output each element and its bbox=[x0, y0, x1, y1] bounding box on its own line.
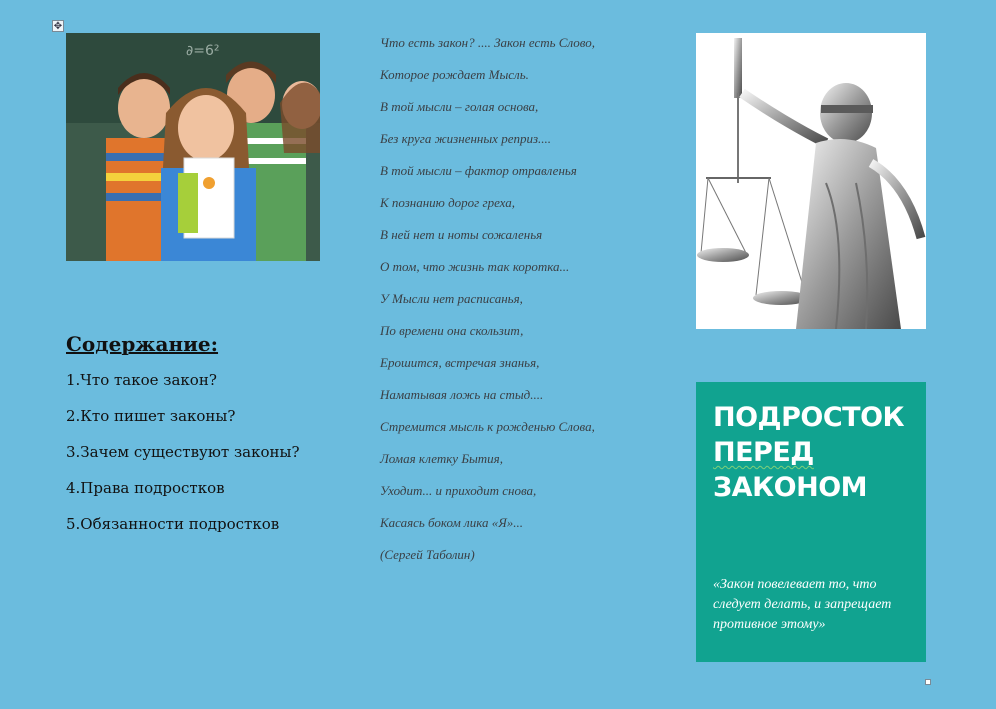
poem-line: В ней нет и ноты сожаленья bbox=[380, 227, 543, 242]
toc-title: Содержание: bbox=[66, 332, 219, 356]
poem-author: (Сергей Таболин) bbox=[380, 547, 475, 562]
poem-line: Которое рождает Мысль. bbox=[380, 67, 529, 82]
title-box bbox=[696, 382, 926, 662]
students-photo bbox=[66, 33, 320, 261]
toc-item: 5.Обязанности подростков bbox=[66, 515, 280, 533]
title-line-3: ЗАКОНОМ bbox=[713, 472, 868, 503]
toc-item: 4.Права подростков bbox=[66, 479, 225, 497]
poem-line: Ерошится, встречая знанья, bbox=[380, 355, 540, 370]
poem-line: Ломая клетку Бытия, bbox=[380, 451, 503, 466]
toc-list bbox=[66, 370, 346, 550]
poem bbox=[380, 33, 620, 577]
poem-line: У Мысли нет расписанья, bbox=[380, 291, 523, 306]
toc-item: 2.Кто пишет законы? bbox=[66, 407, 236, 425]
themis-statue-image bbox=[696, 33, 926, 329]
themis-illustration bbox=[696, 33, 926, 329]
poem-line: В той мысли – фактор отравленья bbox=[380, 163, 577, 178]
table-of-contents bbox=[66, 332, 346, 550]
poem-line: Наматывая ложь на стыд.... bbox=[380, 387, 544, 402]
poem-line: К познанию дорог греха, bbox=[380, 195, 516, 210]
poem-line: Без круга жизненных реприз.... bbox=[380, 131, 552, 146]
poem-line: По времени она скользит, bbox=[380, 323, 524, 338]
table-resize-handle[interactable] bbox=[925, 679, 931, 685]
title-line-1: ПОДРОСТОК bbox=[713, 402, 905, 433]
svg-text:∂=6²: ∂=6² bbox=[186, 43, 220, 59]
poem-line: Уходит... и приходит снова, bbox=[380, 483, 537, 498]
students-illustration bbox=[66, 33, 320, 261]
poem-line: Касаясь боком лика «Я»... bbox=[380, 515, 524, 530]
poem-line: В той мысли – голая основа, bbox=[380, 99, 539, 114]
title-line-2: ПЕРЕД bbox=[713, 437, 814, 468]
law-quote: «Закон повелевает то, что следует делать, и запрещает противное этому» bbox=[713, 577, 892, 632]
toc-item: 3.Зачем существуют законы? bbox=[66, 443, 300, 461]
poem-line: Стремится мысль к рожденью Слова, bbox=[380, 419, 595, 434]
poem-line: О том, что жизнь так коротка... bbox=[380, 259, 570, 274]
table-move-handle[interactable]: ✥ bbox=[53, 21, 63, 32]
toc-item: 1.Что такое закон? bbox=[66, 371, 217, 389]
poem-line: Что есть закон? .... Закон есть Слово, bbox=[380, 35, 595, 50]
